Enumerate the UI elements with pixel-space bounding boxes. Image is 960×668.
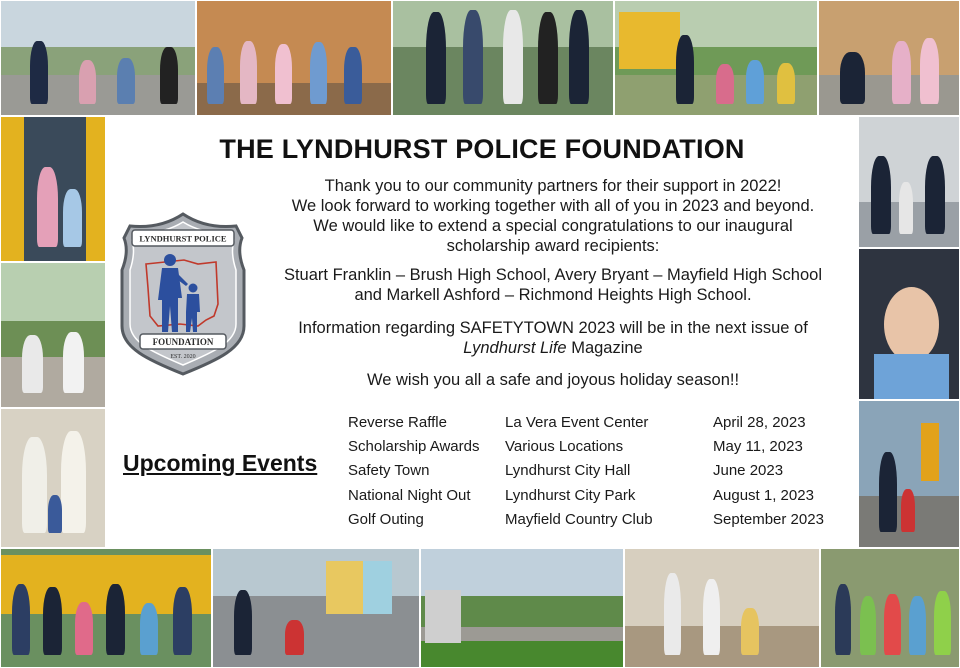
info-line: Information regarding SAFETYTOWN 2023 will be in the next issue of	[298, 319, 808, 337]
scholarship-recipients	[256, 265, 850, 305]
event-date: May 11, 2023	[713, 438, 803, 456]
event-row	[348, 483, 848, 507]
event-date: June 2023	[713, 462, 784, 480]
holiday-message: We wish you all a safe and joyous holiday season!!	[366, 371, 740, 389]
photo-top-2	[196, 0, 392, 116]
event-name: Safety Town	[348, 462, 430, 480]
event-row	[348, 434, 848, 458]
magazine-name: Lyndhurst Life	[463, 339, 567, 357]
photo-left-1	[0, 116, 106, 262]
message-line: Thank you to our community partners for their support in 2022!	[324, 177, 782, 195]
photo-bottom-2	[212, 548, 420, 668]
foundation-logo	[118, 208, 248, 378]
photo-bottom-4	[624, 548, 820, 668]
event-location: Mayfield Country Club	[505, 511, 653, 529]
event-date: September 2023	[713, 511, 824, 529]
event-name: National Night Out	[348, 486, 471, 504]
event-location: Lyndhurst City Park	[505, 486, 636, 504]
event-location: Various Locations	[505, 438, 624, 456]
photo-top-5	[818, 0, 960, 116]
event-row	[348, 508, 848, 532]
event-date: April 28, 2023	[713, 413, 806, 431]
recipient-line: and Markell Ashford – Richmond Heights High School.	[354, 286, 752, 304]
photo-bottom-3	[420, 548, 624, 668]
photo-bottom-5	[820, 548, 960, 668]
event-location: Lyndhurst City Hall	[505, 462, 631, 480]
page-title: THE LYNDHURST POLICE FOUNDATION	[219, 134, 745, 164]
magazine-suffix: Magazine	[566, 339, 643, 357]
photo-bottom-1	[0, 548, 212, 668]
photo-right-1	[858, 116, 960, 248]
thank-you-message	[256, 176, 850, 256]
event-location: La Vera Event Center	[505, 413, 649, 431]
photo-right-2	[858, 248, 960, 400]
info-line-2	[256, 338, 850, 358]
safetytown-info	[256, 318, 850, 358]
photo-left-2	[0, 262, 106, 408]
logo-banner-bottom: FOUNDATION	[152, 337, 214, 347]
event-name: Scholarship Awards	[348, 438, 480, 456]
event-date: August 1, 2023	[713, 486, 814, 504]
announcement-panel	[106, 118, 858, 546]
photo-top-4	[614, 0, 818, 116]
message-line: We look forward to working together with all of you in 2023 and beyond.	[291, 197, 815, 215]
event-row	[348, 410, 848, 434]
upcoming-events-heading: Upcoming Events	[123, 450, 318, 476]
event-name: Golf Outing	[348, 511, 424, 529]
logo-est: EST. 2020	[170, 354, 196, 360]
photo-top-3	[392, 0, 614, 116]
photo-top-1	[0, 0, 196, 116]
message-line: We would like to extend a special congratulations to our inaugural	[313, 217, 793, 235]
event-row	[348, 459, 848, 483]
photo-left-3	[0, 408, 106, 548]
recipient-line: Stuart Franklin – Brush High School, Avery Bryant – Mayfield High School	[283, 266, 823, 284]
logo-banner-top: LYNDHURST POLICE	[139, 233, 227, 244]
photo-right-3	[858, 400, 960, 548]
message-line: scholarship award recipients:	[446, 237, 660, 255]
events-table	[348, 410, 848, 532]
event-name: Reverse Raffle	[348, 413, 447, 431]
